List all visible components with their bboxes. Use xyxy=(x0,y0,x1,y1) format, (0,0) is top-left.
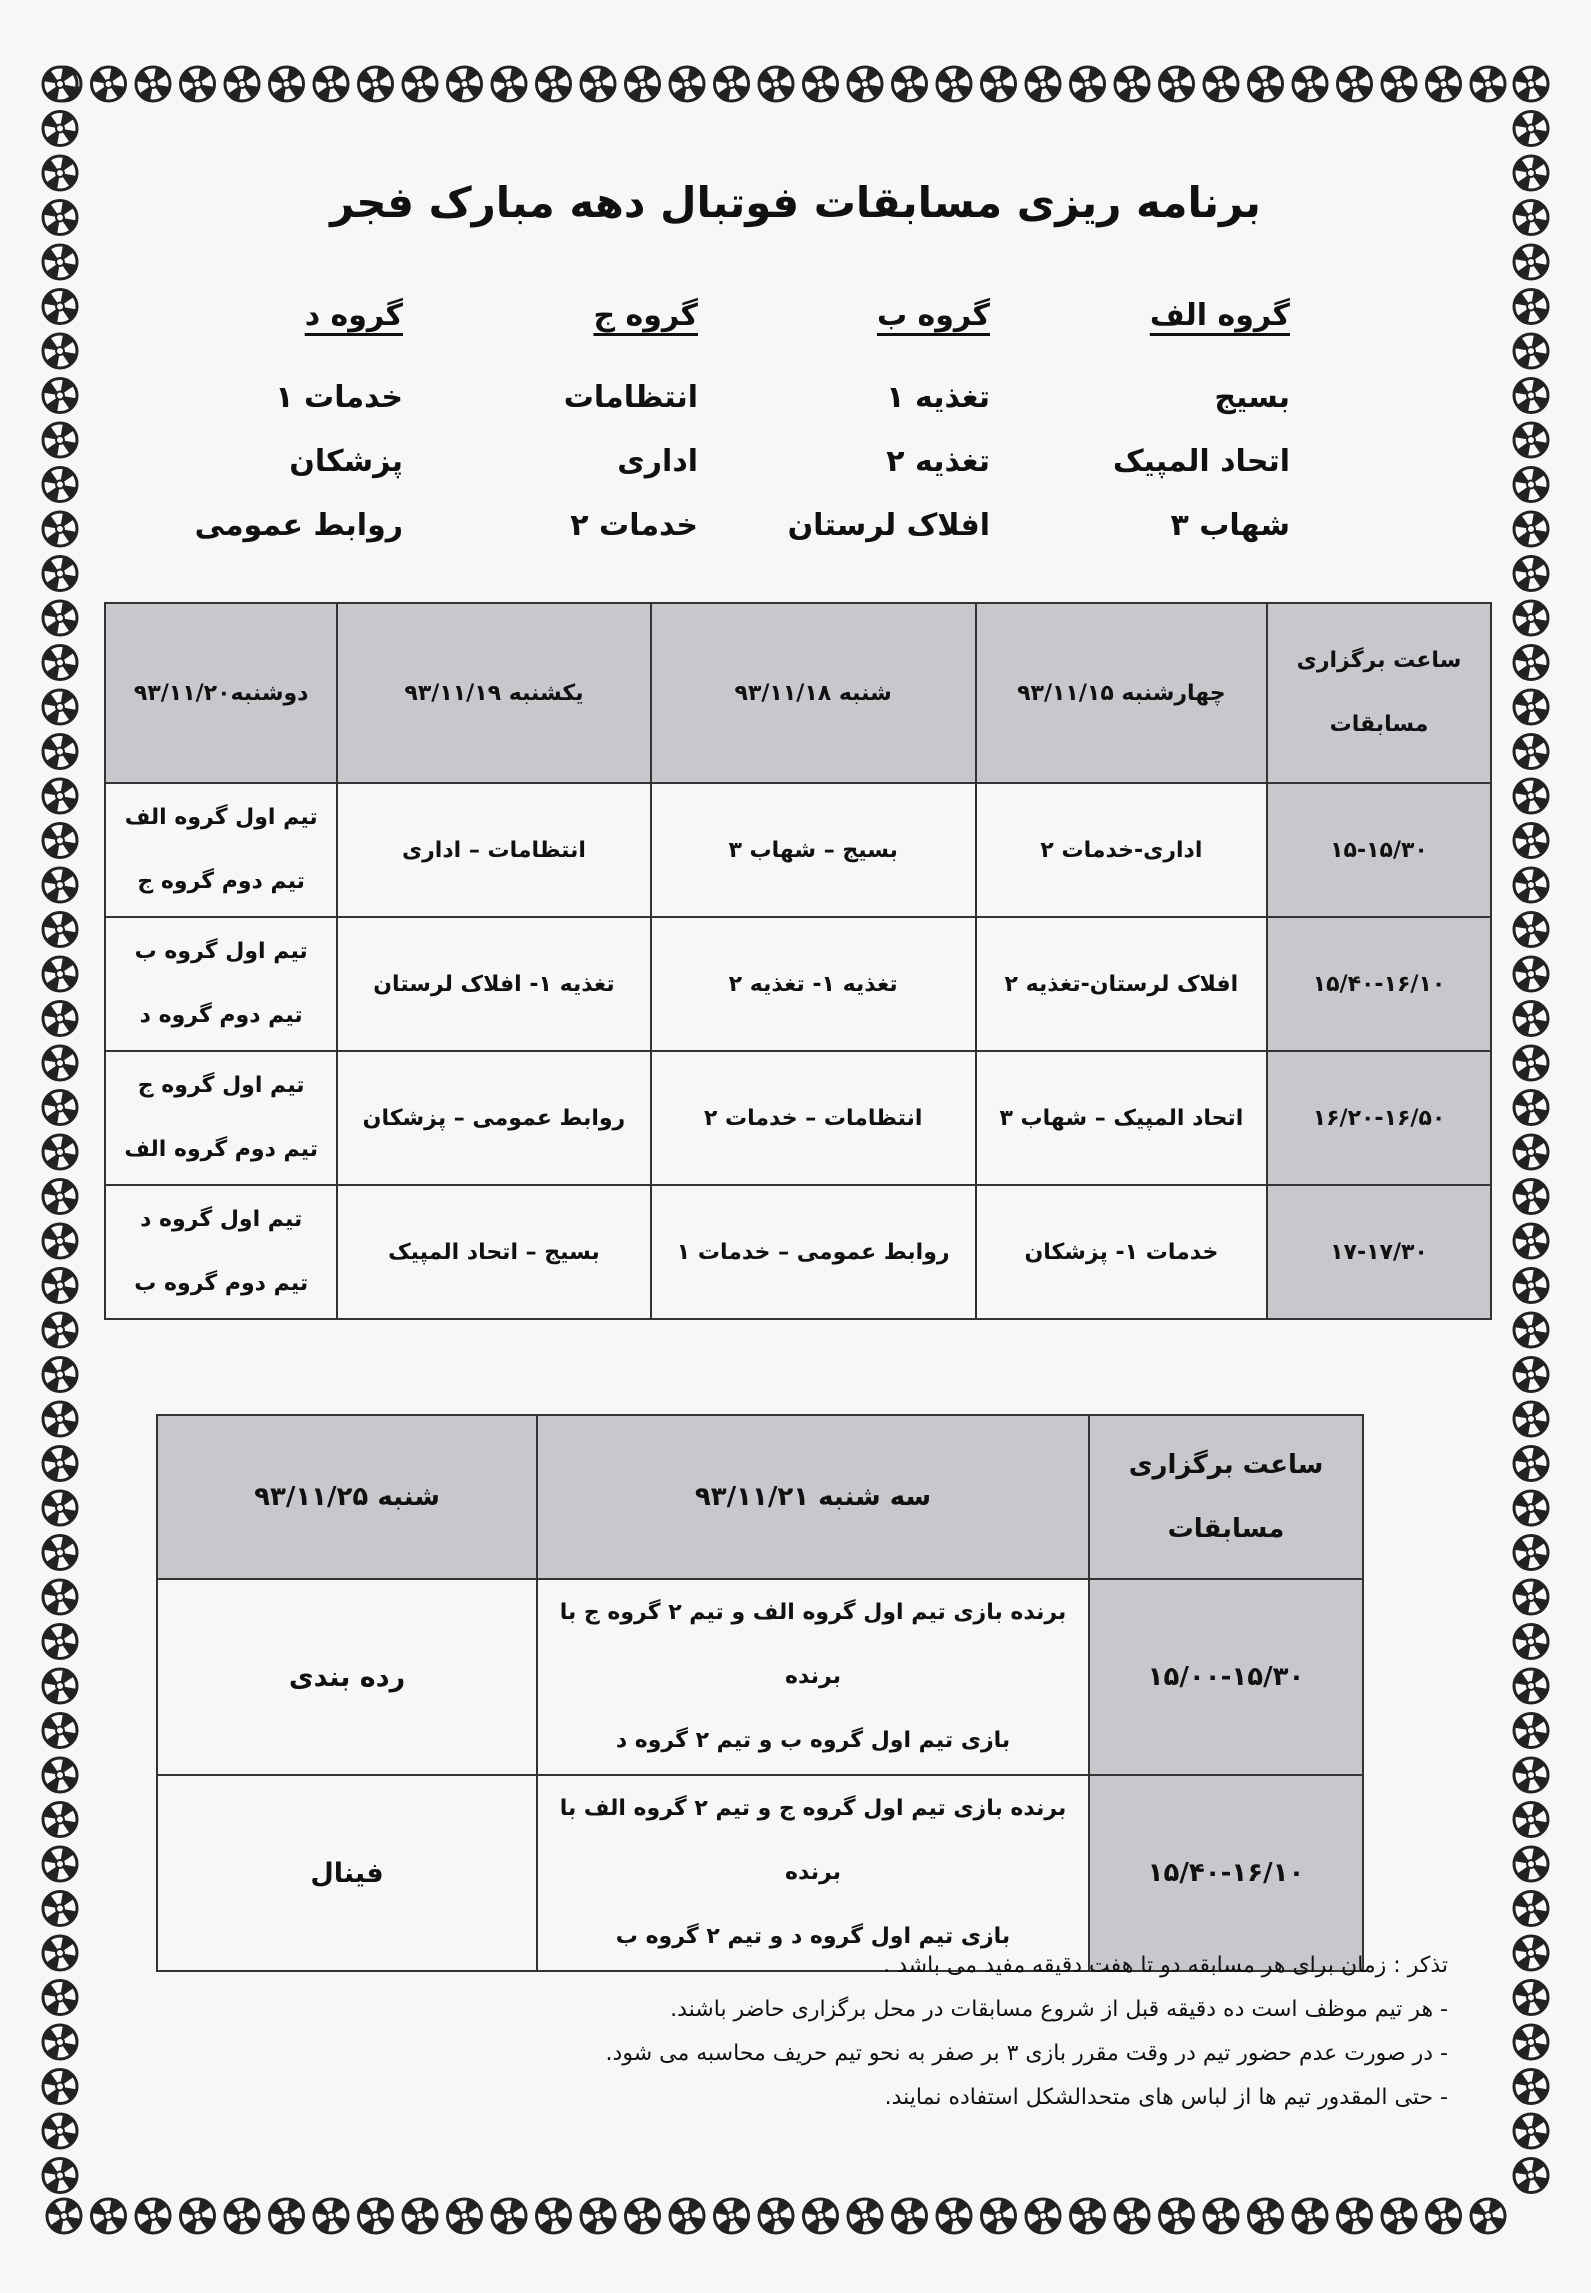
note-line: تذکر : زمان برای هر مسابقه دو تا هفت دقیقه مفید می باشد . xyxy=(883,1953,1448,1978)
header-line: ساعت برگزاری xyxy=(1128,1450,1324,1480)
ornament-disc-icon xyxy=(537,67,571,101)
ornament-disc-icon xyxy=(1514,1981,1548,2015)
ornament-disc-icon xyxy=(893,67,927,101)
ornament-disc-icon xyxy=(43,423,77,457)
table-row xyxy=(105,1051,1491,1185)
match-line: تیم دوم گروه ج xyxy=(137,869,305,894)
table-row xyxy=(157,1775,1363,1971)
team-name: اتحاد المپیک xyxy=(1112,444,1290,479)
ornament-disc-icon xyxy=(670,2199,704,2233)
ornament-disc-icon xyxy=(982,2199,1016,2233)
match-cell xyxy=(105,783,337,917)
ornament-disc-icon xyxy=(1026,67,1060,101)
time-cell: ۱۷-۱۷/۳۰ xyxy=(1267,1185,1491,1319)
header-line: مسابقات xyxy=(1167,1514,1285,1544)
ornament-disc-icon xyxy=(1471,67,1505,101)
ornament-disc-icon xyxy=(1514,1936,1548,1970)
ornament-disc-icon xyxy=(1115,2199,1149,2233)
ornament-disc-icon xyxy=(1514,1180,1548,1214)
ornament-disc-icon xyxy=(1514,1091,1548,1125)
ornament-disc-icon xyxy=(937,67,971,101)
ornament-disc-icon xyxy=(1204,67,1238,101)
ornament-disc-icon xyxy=(1249,67,1283,101)
ornament-disc-icon xyxy=(181,67,215,101)
ornament-disc-icon xyxy=(581,67,615,101)
ornament-disc-icon xyxy=(1514,957,1548,991)
ornament-disc-icon xyxy=(759,67,793,101)
ornament-disc-icon xyxy=(537,2199,571,2233)
match-cell: خدمات ۱- پزشکان xyxy=(976,1185,1267,1319)
ornament-disc-icon xyxy=(1160,67,1194,101)
match-line: تیم اول گروه ج xyxy=(137,1073,305,1098)
match-cell: روابط عمومی – خدمات ۱ xyxy=(651,1185,976,1319)
match-cell: افلاک لرستان-تغذیه ۲ xyxy=(976,917,1267,1051)
ornament-disc-icon xyxy=(1382,67,1416,101)
match-cell: بسیج – اتحاد المپیک xyxy=(337,1185,650,1319)
team-name: انتظامات xyxy=(563,380,698,415)
ornament-disc-icon xyxy=(136,2199,170,2233)
ornament-disc-icon xyxy=(1514,1892,1548,1926)
ornament-disc-icon xyxy=(1514,1714,1548,1748)
ornament-disc-icon xyxy=(270,67,304,101)
decorative-border-left xyxy=(36,60,84,2240)
note-line: - حتی المقدور تیم ها از لباس های متحدالشکل استفاده نمایند. xyxy=(884,2085,1448,2110)
ornament-disc-icon xyxy=(43,468,77,502)
match-line: بازی تیم اول گروه ب و تیم ۲ گروه د xyxy=(615,1728,1011,1753)
ornament-disc-icon xyxy=(1514,690,1548,724)
ornament-disc-icon xyxy=(43,1269,77,1303)
result-cell: فینال xyxy=(157,1775,537,1971)
ornament-disc-icon xyxy=(1514,1224,1548,1258)
day-header-cell: دوشنبه۹۳/۱۱/۲۰ xyxy=(105,603,337,783)
day-header-cell: سه شنبه ۹۳/۱۱/۲۱ xyxy=(537,1415,1089,1579)
ornament-disc-icon xyxy=(43,2114,77,2148)
ornament-disc-icon xyxy=(1160,2199,1194,2233)
ornament-disc-icon xyxy=(43,1358,77,1392)
finals-table xyxy=(156,1414,1364,1972)
ornament-disc-icon xyxy=(893,2199,927,2233)
ornament-disc-icon xyxy=(804,67,838,101)
ornament-disc-icon xyxy=(43,1981,77,2015)
ornament-disc-icon xyxy=(43,1714,77,1748)
schedule-table xyxy=(104,602,1492,1320)
ornament-disc-icon xyxy=(1514,1447,1548,1481)
ornament-disc-icon xyxy=(225,67,259,101)
ornament-disc-icon xyxy=(759,2199,793,2233)
ornament-disc-icon xyxy=(314,67,348,101)
ornament-disc-icon xyxy=(1514,156,1548,190)
ornament-disc-icon xyxy=(43,201,77,235)
group-heading: گروه د xyxy=(304,298,403,333)
ornament-disc-icon xyxy=(92,2199,126,2233)
ornament-disc-icon xyxy=(492,2199,526,2233)
ornament-disc-icon xyxy=(1514,1135,1548,1169)
table-row xyxy=(105,917,1491,1051)
group-dal xyxy=(103,298,403,558)
match-cell xyxy=(537,1775,1089,1971)
table-header-row xyxy=(105,603,1491,783)
ornament-disc-icon xyxy=(43,1669,77,1703)
ornament-disc-icon xyxy=(715,67,749,101)
header-line: ساعت برگزاری xyxy=(1296,648,1462,673)
ornament-disc-icon xyxy=(43,1536,77,1570)
match-cell xyxy=(537,1579,1089,1775)
match-cell xyxy=(105,1185,337,1319)
ornament-disc-icon xyxy=(43,1491,77,1525)
day-header-cell: چهارشنبه ۹۳/۱۱/۱۵ xyxy=(976,603,1267,783)
match-cell xyxy=(105,917,337,1051)
team-name: پزشکان xyxy=(289,444,403,479)
ornament-disc-icon xyxy=(1514,201,1548,235)
ornament-disc-icon xyxy=(359,2199,393,2233)
ornament-disc-icon xyxy=(1514,913,1548,947)
group-heading: گروه ب xyxy=(876,298,990,333)
decorative-border-top xyxy=(40,60,1550,108)
ornament-disc-icon xyxy=(43,824,77,858)
match-line: تیم دوم گروه د xyxy=(139,1003,303,1028)
time-header-cell xyxy=(1267,603,1491,783)
ornament-disc-icon xyxy=(1514,290,1548,324)
ornament-disc-icon xyxy=(43,1002,77,1036)
match-cell: اتحاد المپیک – شهاب ۳ xyxy=(976,1051,1267,1185)
match-cell: اداری-خدمات ۲ xyxy=(976,783,1267,917)
ornament-disc-icon xyxy=(848,2199,882,2233)
match-cell: انتظامات – اداری xyxy=(337,783,650,917)
ornament-disc-icon xyxy=(43,1046,77,1080)
header-line: مسابقات xyxy=(1329,712,1429,737)
ornament-disc-icon xyxy=(181,2199,215,2233)
ornament-disc-icon xyxy=(270,2199,304,2233)
ornament-disc-icon xyxy=(43,2070,77,2104)
ornament-disc-icon xyxy=(43,1803,77,1837)
ornament-disc-icon xyxy=(1514,245,1548,279)
result-cell: رده بندی xyxy=(157,1579,537,1775)
ornament-disc-icon xyxy=(43,1447,77,1481)
ornament-disc-icon xyxy=(1514,735,1548,769)
ornament-disc-icon xyxy=(43,601,77,635)
ornament-disc-icon xyxy=(43,646,77,680)
ornament-disc-icon xyxy=(982,67,1016,101)
ornament-disc-icon xyxy=(1514,1269,1548,1303)
ornament-disc-icon xyxy=(43,1180,77,1214)
ornament-disc-icon xyxy=(1338,67,1372,101)
ornament-disc-icon xyxy=(43,245,77,279)
ornament-disc-icon xyxy=(1514,1580,1548,1614)
group-jim xyxy=(398,298,698,558)
ornament-disc-icon xyxy=(1338,2199,1372,2233)
team-name: تغذیه ۲ xyxy=(886,444,990,479)
table-header-row xyxy=(157,1415,1363,1579)
ornament-disc-icon xyxy=(43,1313,77,1347)
ornament-disc-icon xyxy=(43,868,77,902)
match-line: تیم دوم گروه الف xyxy=(124,1137,319,1162)
ornament-disc-icon xyxy=(1514,557,1548,591)
team-name: روابط عمومی xyxy=(194,508,403,543)
ornament-disc-icon xyxy=(43,690,77,724)
match-cell: روابط عمومی – پزشکان xyxy=(337,1051,650,1185)
ornament-disc-icon xyxy=(43,2159,77,2193)
group-heading: گروه ج xyxy=(593,298,698,333)
ornament-disc-icon xyxy=(1514,868,1548,902)
match-line: تیم دوم گروه ب xyxy=(134,1271,309,1296)
ornament-disc-icon xyxy=(1514,67,1548,101)
decorative-border-right xyxy=(1507,60,1555,2240)
table-row xyxy=(105,783,1491,917)
team-name: خدمات ۲ xyxy=(570,508,698,543)
ornament-disc-icon xyxy=(225,2199,259,2233)
group-be xyxy=(690,298,990,558)
ornament-disc-icon xyxy=(1514,1358,1548,1392)
ornament-disc-icon xyxy=(804,2199,838,2233)
ornament-disc-icon xyxy=(1514,1803,1548,1837)
day-header-cell: شنبه ۹۳/۱۱/۱۸ xyxy=(651,603,976,783)
ornament-disc-icon xyxy=(581,2199,615,2233)
ornament-disc-icon xyxy=(1427,67,1461,101)
ornament-disc-icon xyxy=(43,290,77,324)
ornament-disc-icon xyxy=(403,2199,437,2233)
ornament-disc-icon xyxy=(1071,2199,1105,2233)
ornament-disc-icon xyxy=(1514,112,1548,146)
ornament-disc-icon xyxy=(626,67,660,101)
ornament-disc-icon xyxy=(1293,67,1327,101)
ornament-disc-icon xyxy=(359,67,393,101)
ornament-disc-icon xyxy=(43,334,77,368)
ornament-disc-icon xyxy=(43,2025,77,2059)
match-line: بازی تیم اول گروه د و تیم ۲ گروه ب xyxy=(615,1924,1011,1949)
ornament-disc-icon xyxy=(136,67,170,101)
ornament-disc-icon xyxy=(448,2199,482,2233)
ornament-disc-icon xyxy=(1249,2199,1283,2233)
ornament-disc-icon xyxy=(670,67,704,101)
match-line: تیم اول گروه الف xyxy=(124,805,318,830)
match-line: تیم اول گروه د xyxy=(140,1207,303,1232)
ornament-disc-icon xyxy=(1514,1669,1548,1703)
ornament-disc-icon xyxy=(43,67,77,101)
match-line: برنده بازی تیم اول گروه ج و تیم ۲ گروه الف با برنده xyxy=(559,1796,1067,1885)
ornament-disc-icon xyxy=(1514,334,1548,368)
ornament-disc-icon xyxy=(848,67,882,101)
ornament-disc-icon xyxy=(1514,1402,1548,1436)
ornament-disc-icon xyxy=(1514,2070,1548,2104)
team-name: بسیج xyxy=(1214,380,1290,415)
ornament-disc-icon xyxy=(43,1847,77,1881)
ornament-disc-icon xyxy=(1514,423,1548,457)
match-cell xyxy=(105,1051,337,1185)
ornament-disc-icon xyxy=(403,67,437,101)
ornament-disc-icon xyxy=(1514,1313,1548,1347)
ornament-disc-icon xyxy=(715,2199,749,2233)
ornament-disc-icon xyxy=(1514,379,1548,413)
ornament-disc-icon xyxy=(1514,1847,1548,1881)
ornament-disc-icon xyxy=(1514,2159,1548,2193)
team-name: تغذیه ۱ xyxy=(886,380,990,415)
time-cell: ۱۵/۴۰-۱۶/۱۰ xyxy=(1089,1775,1363,1971)
ornament-disc-icon xyxy=(314,2199,348,2233)
ornament-disc-icon xyxy=(1514,1536,1548,1570)
day-header-cell: شنبه ۹۳/۱۱/۲۵ xyxy=(157,1415,537,1579)
ornament-disc-icon xyxy=(43,1936,77,1970)
table-row xyxy=(157,1579,1363,1775)
ornament-disc-icon xyxy=(1514,2114,1548,2148)
ornament-disc-icon xyxy=(937,2199,971,2233)
ornament-disc-icon xyxy=(43,512,77,546)
ornament-disc-icon xyxy=(43,1892,77,1926)
decorative-border-bottom xyxy=(40,2192,1550,2240)
team-name: افلاک لرستان xyxy=(787,508,990,543)
ornament-disc-icon xyxy=(1514,1002,1548,1036)
ornament-disc-icon xyxy=(43,779,77,813)
time-cell: ۱۵/۴۰-۱۶/۱۰ xyxy=(1267,917,1491,1051)
time-header-cell xyxy=(1089,1415,1363,1579)
ornament-disc-icon xyxy=(43,379,77,413)
ornament-disc-icon xyxy=(1514,512,1548,546)
time-cell: ۱۶/۲۰-۱۶/۵۰ xyxy=(1267,1051,1491,1185)
ornament-disc-icon xyxy=(1382,2199,1416,2233)
ornament-disc-icon xyxy=(1514,1758,1548,1792)
ornament-disc-icon xyxy=(448,67,482,101)
time-cell: ۱۵-۱۵/۳۰ xyxy=(1267,783,1491,917)
ornament-disc-icon xyxy=(1026,2199,1060,2233)
ornament-disc-icon xyxy=(1514,824,1548,858)
ornament-disc-icon xyxy=(43,1758,77,1792)
ornament-disc-icon xyxy=(1514,646,1548,680)
ornament-disc-icon xyxy=(43,1224,77,1258)
ornament-disc-icon xyxy=(43,1580,77,1614)
ornament-disc-icon xyxy=(1514,2025,1548,2059)
ornament-disc-icon xyxy=(1071,67,1105,101)
match-line: برنده بازی تیم اول گروه الف و تیم ۲ گروه ج با برنده xyxy=(559,1600,1067,1689)
ornament-disc-icon xyxy=(1514,1491,1548,1525)
ornament-disc-icon xyxy=(492,67,526,101)
ornament-disc-icon xyxy=(43,112,77,146)
ornament-disc-icon xyxy=(43,735,77,769)
ornament-disc-icon xyxy=(1471,2199,1505,2233)
team-name: شهاب ۳ xyxy=(1170,508,1290,543)
match-cell: تغذیه ۱- تغذیه ۲ xyxy=(651,917,976,1051)
table-row xyxy=(105,1185,1491,1319)
match-cell: انتظامات – خدمات ۲ xyxy=(651,1051,976,1185)
ornament-disc-icon xyxy=(1427,2199,1461,2233)
ornament-disc-icon xyxy=(43,1402,77,1436)
ornament-disc-icon xyxy=(1293,2199,1327,2233)
ornament-disc-icon xyxy=(1514,468,1548,502)
note-line: - در صورت عدم حضور تیم در وقت مقرر بازی ۳ بر صفر به نحو تیم حریف محاسبه می شود. xyxy=(605,2041,1448,2066)
ornament-disc-icon xyxy=(1514,1046,1548,1080)
day-header-cell: یکشنبه ۹۳/۱۱/۱۹ xyxy=(337,603,650,783)
ornament-disc-icon xyxy=(43,156,77,190)
ornament-disc-icon xyxy=(43,1135,77,1169)
ornament-disc-icon xyxy=(1514,601,1548,635)
ornament-disc-icon xyxy=(1115,67,1149,101)
notes-section xyxy=(300,1944,1448,2120)
team-name: خدمات ۱ xyxy=(275,380,403,415)
group-heading: گروه الف xyxy=(1149,298,1290,333)
ornament-disc-icon xyxy=(43,913,77,947)
ornament-disc-icon xyxy=(43,557,77,591)
ornament-disc-icon xyxy=(43,957,77,991)
ornament-disc-icon xyxy=(1514,779,1548,813)
ornament-disc-icon xyxy=(43,1625,77,1659)
time-cell: ۱۵/۰۰-۱۵/۳۰ xyxy=(1089,1579,1363,1775)
team-name: اداری xyxy=(617,444,698,479)
match-cell: تغذیه ۱- افلاک لرستان xyxy=(337,917,650,1051)
group-alef xyxy=(990,298,1290,558)
ornament-disc-icon xyxy=(626,2199,660,2233)
match-line: تیم اول گروه ب xyxy=(134,939,308,964)
ornament-disc-icon xyxy=(1514,1625,1548,1659)
ornament-disc-icon xyxy=(43,1091,77,1125)
note-line: - هر تیم موظف است ده دقیقه قبل از شروع مسابقات در محل برگزاری حاضر باشند. xyxy=(670,1997,1448,2022)
ornament-disc-icon xyxy=(92,67,126,101)
match-cell: بسیج – شهاب ۳ xyxy=(651,783,976,917)
ornament-disc-icon xyxy=(1204,2199,1238,2233)
document-title: برنامه ریزی مسابقات فوتبال دهه مبارک فجر xyxy=(330,178,1261,227)
